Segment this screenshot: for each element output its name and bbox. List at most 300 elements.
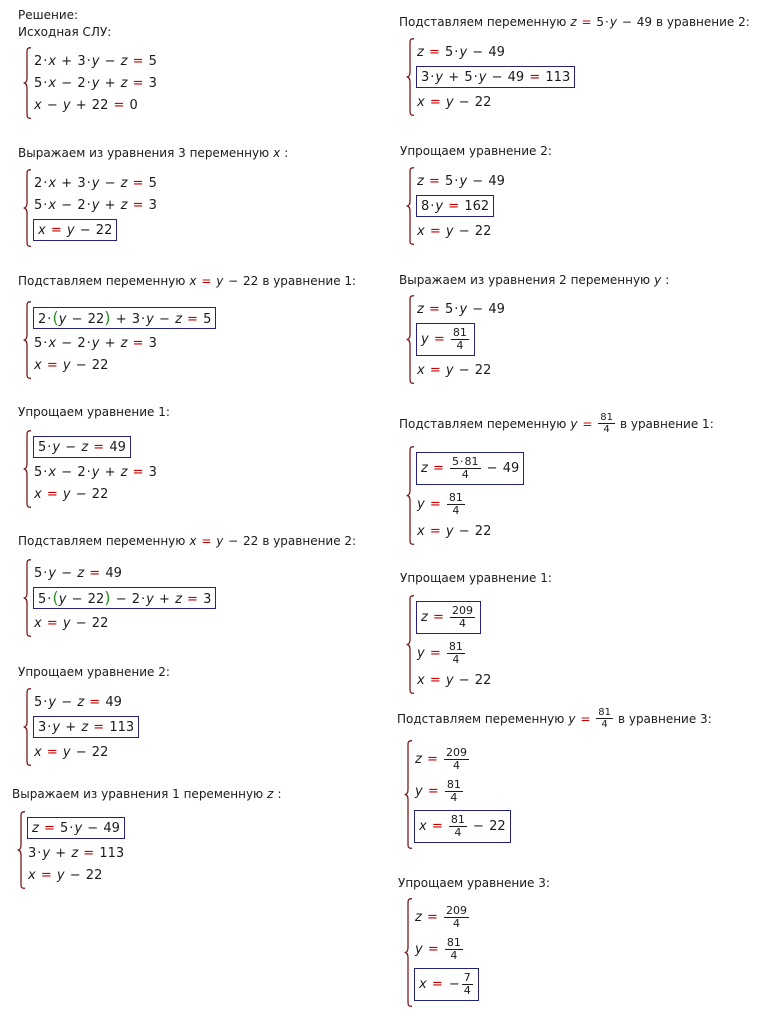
equation-lines (23, 304, 216, 376)
equation-lines (404, 901, 479, 1004)
fraction-denominator: 4 (463, 984, 471, 997)
multiplication-dot: · (43, 175, 48, 191)
minus-operator: − (448, 977, 460, 992)
equation (33, 691, 122, 713)
equation-expression (34, 695, 122, 710)
equation (33, 50, 157, 72)
math-variable: y (74, 820, 83, 836)
brace-stroke (24, 689, 31, 766)
math-expression: − 49 (486, 461, 520, 476)
math-variable: y (62, 486, 71, 502)
math-variable: y (91, 197, 100, 213)
math-variable: y (62, 744, 71, 760)
minus-operator: − (458, 523, 470, 539)
math-variable: y (445, 672, 454, 688)
caption-math (570, 412, 616, 435)
equals-sign: = (429, 496, 441, 512)
brace-icon (23, 169, 32, 247)
math-variable: y (445, 523, 454, 539)
equation-math (32, 821, 120, 836)
minus-operator: − (621, 15, 632, 29)
plus-operator: + (61, 175, 73, 191)
highlighted-equation-box (33, 587, 216, 609)
equation-expression (415, 779, 464, 804)
fraction (450, 456, 481, 481)
multiplication-dot: · (43, 694, 48, 710)
math-variable: x (28, 867, 36, 883)
multiplication-dot: · (47, 439, 52, 455)
multiplication-dot: · (473, 69, 478, 85)
math-variable: z (120, 464, 128, 480)
step-caption (18, 404, 170, 420)
equation-math (38, 720, 134, 735)
equation-math (34, 358, 108, 373)
equation-system (404, 743, 511, 846)
equation (416, 452, 524, 485)
equation-system (404, 901, 479, 1004)
left-brace-icon (406, 295, 415, 384)
minus-operator: − (65, 439, 77, 455)
equation-expression (34, 54, 157, 69)
equation-expression (417, 302, 505, 317)
equation (414, 901, 470, 933)
equation-math (417, 641, 466, 666)
minus-operator: − (75, 744, 87, 760)
equation (33, 72, 157, 94)
math-expression: x = y − 22 (189, 534, 259, 548)
math-variable: z (417, 44, 424, 60)
equation-math (417, 174, 505, 189)
math-expression: x = y − 22 (417, 223, 492, 239)
minus-operator: − (104, 53, 116, 69)
brace-icon (406, 295, 415, 384)
equals-sign: = (432, 461, 444, 476)
equation-expression (34, 487, 108, 502)
equation-math (417, 45, 505, 60)
highlighted-equation-box (416, 195, 494, 217)
highlighted-equation-box (27, 817, 125, 839)
equals-sign: = (46, 744, 58, 760)
equation-expression (28, 846, 124, 861)
math-expression: 5·x − 2·y + z = 3 (34, 335, 157, 351)
plus-operator: + (61, 53, 73, 69)
math-expression: x = y − 22 (417, 362, 492, 378)
math-variable: z (71, 845, 79, 861)
math-variable: z (267, 787, 274, 801)
caption-text: Выражаем из уравнения 1 переменную (12, 787, 264, 801)
equation-math (415, 937, 464, 962)
multiplication-dot: · (430, 69, 435, 85)
fraction-numerator: 209 (446, 903, 468, 917)
multiplication-dot: · (86, 53, 91, 69)
math-variable: y (66, 222, 75, 238)
equation (416, 220, 491, 242)
step-caption (18, 664, 170, 680)
math-variable: y (216, 534, 224, 548)
equation (416, 488, 466, 520)
equation (27, 817, 125, 839)
equation-expression (34, 98, 138, 113)
fraction-denominator: 4 (445, 791, 463, 804)
equals-sign: = (427, 783, 439, 799)
caption-text: Подставляем переменную (399, 15, 567, 29)
multiplication-dot: · (47, 719, 52, 735)
multiplication-dot: · (454, 44, 459, 60)
math-variable: y (91, 335, 100, 351)
math-variable: x (38, 222, 46, 238)
equation-math (28, 846, 124, 861)
plus-operator: + (104, 335, 116, 351)
page-title: Решение: (18, 8, 79, 22)
brace-stroke (24, 170, 31, 247)
equals-sign: = (427, 941, 439, 957)
math-variable: y (56, 867, 65, 883)
math-variable: y (654, 273, 662, 287)
math-expression: − 22 (473, 819, 506, 834)
caption-text: Упрощаем уравнение 3: (398, 876, 550, 890)
math-variable: y (415, 941, 423, 957)
equation (33, 562, 122, 584)
multiplication-dot: · (141, 591, 146, 607)
fraction (449, 814, 467, 839)
right-parenthesis: ) (104, 587, 111, 607)
math-variable: z (120, 53, 128, 69)
minus-operator: − (458, 362, 470, 378)
fraction-denominator: 4 (444, 759, 469, 772)
fraction-numerator: 81 (448, 639, 463, 653)
equation-system (406, 298, 505, 381)
math-expression (417, 646, 446, 661)
math-variable: x (34, 615, 42, 631)
equation-math (419, 972, 474, 997)
left-brace-icon (23, 430, 32, 508)
equation-system (23, 50, 157, 116)
math-variable: y (91, 464, 100, 480)
math-variable: z (77, 565, 85, 581)
equals-sign: = (429, 645, 441, 661)
equation (416, 520, 491, 542)
brace-stroke (407, 296, 414, 384)
math-variable: z (415, 909, 422, 925)
fraction-numerator: 81 (446, 777, 461, 791)
math-variable: z (77, 694, 85, 710)
equation-lines (406, 170, 505, 242)
equation (27, 842, 124, 864)
math-variable: z (120, 175, 128, 191)
multiplication-dot: · (86, 335, 91, 351)
equation (416, 601, 481, 634)
math-variable: x (34, 97, 42, 113)
math-variable: x (48, 175, 57, 191)
math-variable: x (273, 146, 281, 160)
equation-math (421, 456, 519, 481)
brace-stroke (407, 168, 414, 245)
math-variable: y (435, 198, 444, 214)
equals-sign: = (201, 534, 212, 548)
plus-operator: + (104, 464, 116, 480)
equation (33, 587, 216, 609)
step-caption (399, 412, 714, 435)
equals-sign: = (429, 672, 441, 688)
fraction-numerator: 81 (600, 412, 613, 423)
math-variable: z (175, 591, 182, 607)
minus-operator: − (473, 819, 484, 834)
minus-operator: − (61, 197, 73, 213)
math-variable: y (62, 97, 71, 113)
fraction-numerator: 5·81 (452, 455, 479, 468)
equation (33, 194, 157, 216)
highlighted-equation-box (416, 452, 524, 485)
equation-system (23, 304, 216, 376)
caption-math (654, 272, 661, 288)
minus-operator: − (491, 69, 503, 85)
equation-math (34, 198, 157, 213)
math-variable: x (417, 523, 425, 539)
minus-operator: − (458, 223, 470, 239)
equals-sign: = (93, 719, 105, 735)
equation-lines (23, 433, 157, 505)
minus-operator: − (61, 335, 73, 351)
math-expression: 3·y + z = 113 (28, 845, 125, 861)
multiplication-dot: · (86, 197, 91, 213)
equation (33, 436, 131, 458)
caption-text: Подставляем переменную (397, 711, 565, 726)
brace-icon (23, 559, 32, 637)
math-variable: z (32, 820, 39, 836)
math-variable: z (120, 75, 128, 91)
caption-math (189, 273, 258, 289)
math-expression (419, 977, 461, 992)
fraction (450, 605, 475, 630)
equation (33, 219, 117, 241)
equals-sign: = (89, 565, 101, 581)
equation (33, 307, 216, 329)
equation-lines (23, 172, 157, 244)
math-expression: x = y − 22 (417, 94, 492, 110)
equation-expression (28, 868, 102, 883)
highlighted-equation-box (33, 219, 117, 241)
math-expression: x = y − 22 (28, 867, 103, 883)
equals-sign: = (132, 75, 144, 91)
equals-sign: = (429, 523, 441, 539)
math-expression: z = 5·y − 49 (417, 173, 505, 189)
minus-operator: − (472, 173, 484, 189)
step-caption (399, 272, 669, 288)
math-expression (267, 786, 273, 802)
left-parenthesis: ( (52, 307, 59, 327)
math-variable: y (421, 332, 429, 347)
math-variable: y (415, 783, 423, 799)
equation-expression (34, 616, 108, 631)
equation-system (406, 41, 575, 113)
math-expression: 5·y − z = 49 (38, 439, 126, 455)
math-expression: 2·x + 3·y − z = 5 (34, 53, 157, 69)
math-variable: z (417, 173, 424, 189)
minus-operator: − (228, 274, 239, 288)
caption-text: Упрощаем уравнение 2: (400, 144, 552, 158)
math-expression: 5·y − z = 49 (34, 694, 122, 710)
math-variable: y (62, 357, 71, 373)
math-variable: y (58, 591, 67, 607)
equals-sign: = (132, 464, 144, 480)
left-brace-icon (406, 446, 415, 545)
equation (27, 864, 102, 886)
equation-lines (17, 814, 125, 886)
equation (416, 41, 505, 63)
minus-operator: − (228, 534, 239, 548)
equation (414, 968, 479, 1001)
math-expression: x = y − 22 (34, 486, 109, 502)
equation-expression (34, 336, 157, 351)
fraction (444, 747, 469, 772)
equation-math (417, 95, 491, 110)
multiplication-dot: · (37, 845, 42, 861)
fraction (447, 641, 465, 666)
math-variable: x (34, 744, 42, 760)
step-caption (18, 24, 111, 40)
math-expression: z = 5·y − 49 (417, 301, 505, 317)
minus-operator: − (61, 694, 73, 710)
equation-math (34, 465, 157, 480)
math-variable: y (417, 496, 425, 512)
math-variable: y (445, 362, 454, 378)
equation-expression (417, 641, 466, 666)
equation (33, 332, 157, 354)
equation-system (23, 433, 157, 505)
math-variable: y (62, 615, 71, 631)
math-expression: x = y − 22 (417, 523, 492, 539)
math-variable: x (417, 362, 425, 378)
left-brace-icon (23, 169, 32, 247)
equals-sign: = (113, 97, 125, 113)
math-variable: y (216, 274, 224, 288)
caption-math (189, 533, 258, 549)
minus-operator: − (115, 591, 127, 607)
math-variable: y (146, 311, 154, 327)
equation (416, 669, 491, 691)
equation-lines (404, 743, 511, 846)
equals-sign: = (83, 845, 95, 861)
brace-icon (406, 595, 415, 694)
math-variable: y (91, 175, 100, 191)
minus-operator: − (61, 75, 73, 91)
highlighted-equation-box (414, 810, 511, 843)
equals-sign: = (429, 223, 441, 239)
minus-operator: − (458, 672, 470, 688)
math-expression (421, 332, 450, 347)
math-variable: y (417, 645, 425, 661)
math-expression: 5·x − 2·y + z = 3 (34, 75, 157, 91)
caption-math (568, 707, 614, 730)
math-variable: x (48, 53, 57, 69)
caption-text: в уравнение 1: (262, 274, 357, 288)
equation-math (38, 307, 212, 327)
multiplication-dot: · (86, 175, 91, 191)
minus-operator: − (472, 44, 484, 60)
multiplication-dot: · (141, 311, 146, 327)
equation-expression (417, 492, 466, 517)
equation-expression (34, 465, 157, 480)
brace-icon (23, 430, 32, 508)
math-expression: x = y − 22 (38, 222, 113, 238)
equation-expression (417, 95, 491, 110)
equals-sign: = (431, 819, 443, 834)
equation-expression (34, 358, 108, 373)
equation-lines (23, 562, 216, 634)
math-expression (419, 819, 448, 834)
minus-operator: − (75, 357, 87, 373)
fraction-denominator: 4 (598, 423, 615, 435)
equals-sign: = (89, 694, 101, 710)
math-expression: 2·x + 3·y − z = 5 (34, 175, 157, 191)
right-parenthesis: ) (104, 307, 111, 327)
equation-expression (34, 745, 108, 760)
brace-icon (17, 811, 26, 889)
equals-sign: = (46, 615, 58, 631)
equation (416, 359, 491, 381)
math-variable: y (609, 15, 617, 29)
equation (416, 91, 491, 113)
highlighted-equation-box (33, 436, 131, 458)
math-expression: x = y − 22 (34, 615, 109, 631)
equation-expression (415, 905, 470, 930)
fraction (447, 492, 465, 517)
highlighted-equation-box (416, 601, 481, 634)
equation-expression (34, 76, 157, 91)
brace-icon (406, 38, 415, 116)
math-expression: z = 5·y − 49 (32, 820, 120, 836)
equation-system (17, 814, 125, 886)
math-variable: x (34, 357, 42, 373)
math-variable: z (570, 15, 577, 29)
math-expression: x = y − 22 (34, 744, 109, 760)
math-variable: x (34, 486, 42, 502)
math-variable: y (445, 94, 454, 110)
equation-math (421, 327, 470, 352)
fraction-numerator: 81 (448, 490, 463, 504)
step-caption (400, 570, 552, 586)
equals-sign: = (201, 274, 212, 288)
equation-math (417, 492, 466, 517)
minus-operator: − (61, 565, 73, 581)
math-variable: x (417, 672, 425, 688)
equation-expression (34, 176, 157, 191)
equals-sign: = (132, 175, 144, 191)
step-caption (399, 14, 750, 30)
brace-stroke (407, 596, 414, 694)
equals-sign: = (428, 301, 440, 317)
math-expression: z = 5·y − 49 (417, 44, 505, 60)
math-expression (421, 610, 449, 625)
brace-icon (23, 47, 32, 119)
equation-expression (417, 45, 505, 60)
caption-math (570, 14, 652, 30)
equation-expression (417, 673, 491, 688)
equation-math (34, 336, 157, 351)
plus-operator: + (104, 75, 116, 91)
equation-math (419, 814, 506, 839)
math-expression: 3·y + 5·y − 49 = 113 (421, 69, 571, 85)
step-caption (18, 533, 356, 549)
plus-operator: + (159, 591, 170, 607)
equation (33, 354, 108, 376)
multiplication-dot: · (47, 591, 52, 607)
step-caption (12, 786, 282, 802)
equation-math (28, 868, 102, 883)
brace-stroke (407, 39, 414, 116)
math-variable: y (478, 69, 487, 85)
equation (33, 716, 139, 738)
